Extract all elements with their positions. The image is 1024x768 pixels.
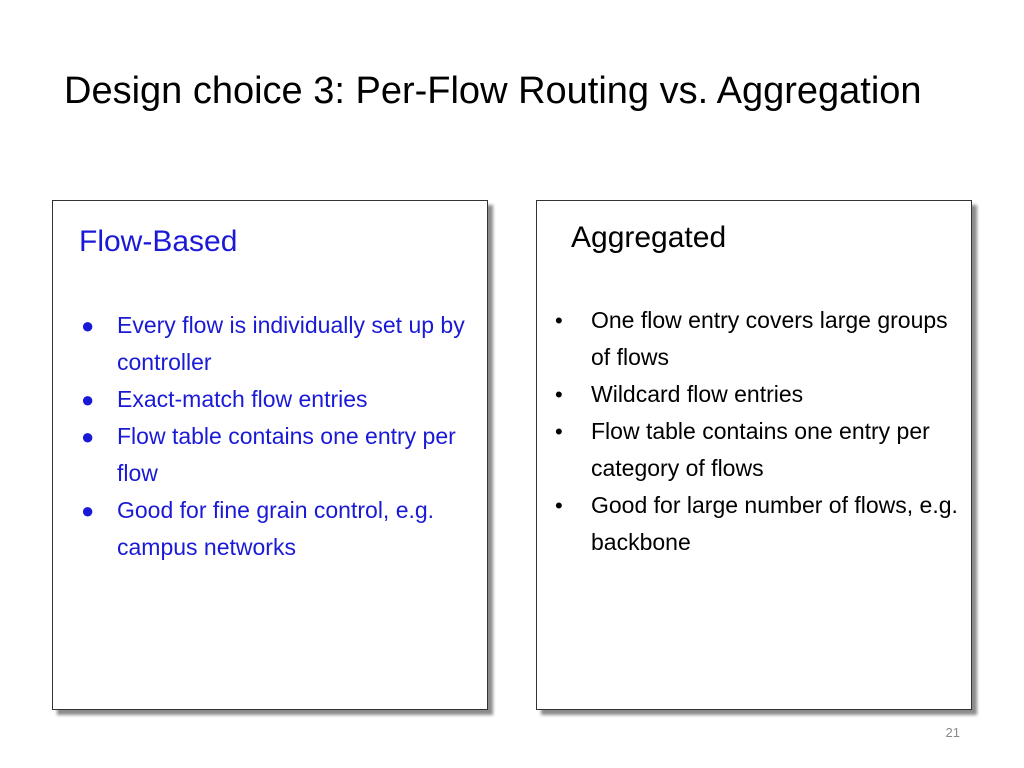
bullet-icon: • <box>555 382 563 407</box>
flow-based-panel <box>52 200 488 710</box>
list-item-text: Good for large number of flows, e.g. backbone <box>591 492 958 555</box>
list-item <box>555 487 965 561</box>
aggregated-heading: Aggregated <box>571 221 727 254</box>
list-item-text: One flow entry covers large groups of flows <box>591 307 948 370</box>
bullet-icon: ● <box>81 424 95 449</box>
list-item-text: Every flow is individually set up by controller <box>117 312 465 375</box>
bullet-icon: ● <box>81 498 95 523</box>
page-number: 21 <box>945 725 960 740</box>
list-item-text: Good for fine grain control, e.g. campus networks <box>117 497 435 560</box>
list-item-text: Flow table contains one entry per flow <box>117 423 456 486</box>
slide-title: Design choice 3: Per-Flow Routing vs. Aggregation <box>64 70 922 112</box>
list-item <box>81 307 471 381</box>
list-item <box>81 418 471 492</box>
bullet-icon: • <box>555 419 563 444</box>
list-item <box>81 492 471 566</box>
flow-based-list <box>81 307 471 566</box>
list-item-text: Flow table contains one entry per category of flows <box>591 418 930 481</box>
aggregated-list <box>555 302 965 561</box>
bullet-icon: • <box>555 493 563 518</box>
list-item <box>555 376 965 413</box>
list-item-text: Exact-match flow entries <box>117 386 368 412</box>
aggregated-panel <box>536 200 972 710</box>
bullet-icon: ● <box>81 313 95 338</box>
list-item-text: Wildcard flow entries <box>591 381 804 407</box>
bullet-icon: ● <box>81 387 95 412</box>
list-item <box>81 381 471 418</box>
list-item <box>555 413 965 487</box>
flow-based-heading: Flow-Based <box>79 225 238 258</box>
list-item <box>555 302 965 376</box>
bullet-icon: • <box>555 308 563 333</box>
